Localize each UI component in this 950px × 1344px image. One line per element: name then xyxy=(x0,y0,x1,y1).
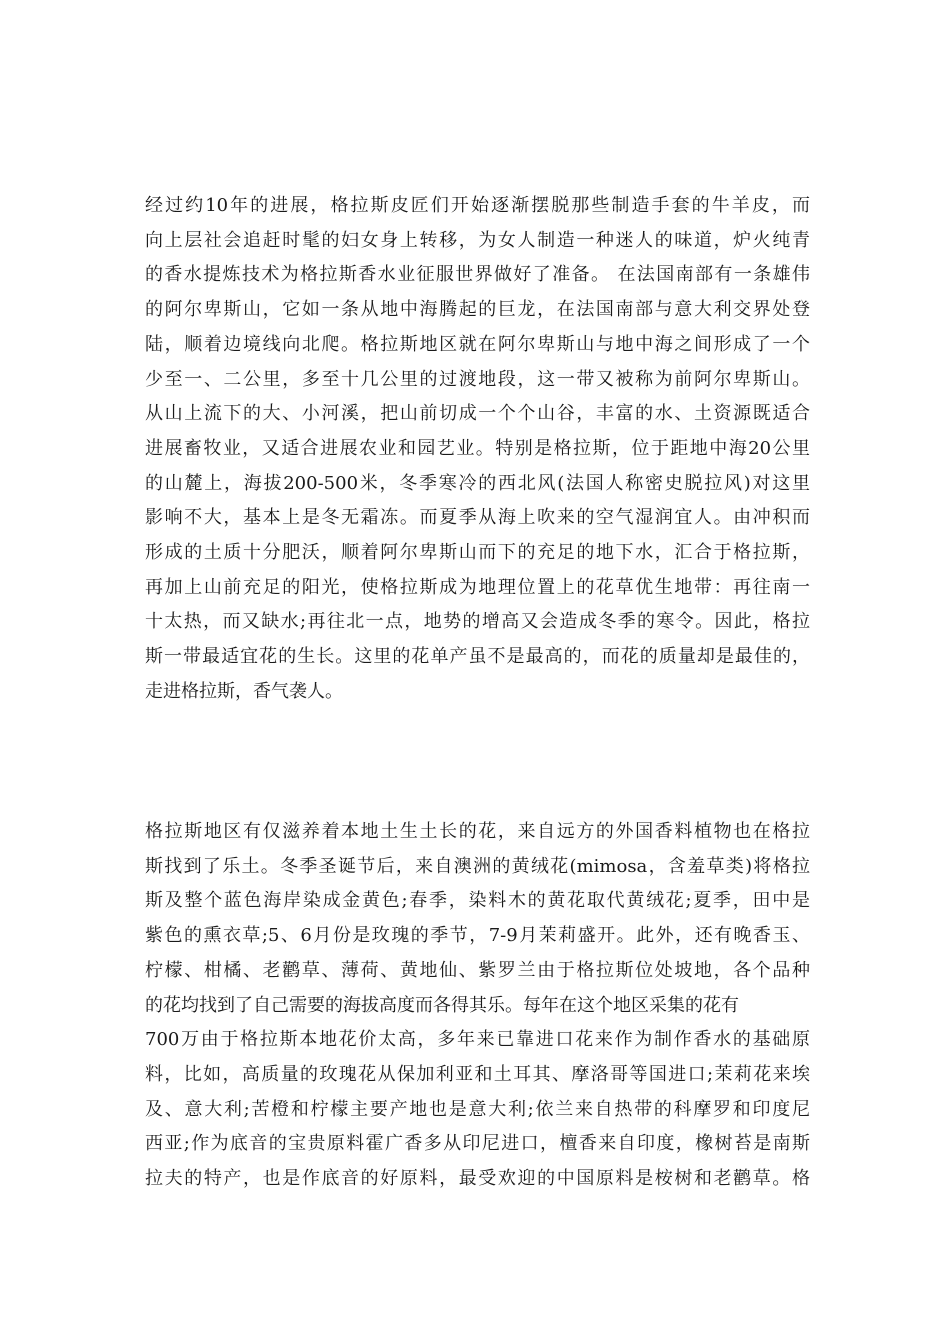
text-line: 十太热，而又缺水;再往北一点，地势的增高又会造成冬季的寒令。因此，格拉 xyxy=(145,611,810,633)
paragraph-1 xyxy=(145,189,810,710)
text-line: 斯及整个蓝色海岸染成金黄色;春季，染料木的黄花取代黄绒花;夏季，田中是 xyxy=(145,890,810,912)
text-line: 形成的土质十分肥沃，顺着阿尔卑斯山而下的充足的地下水，汇合于格拉斯， xyxy=(145,542,810,564)
text-line: 经过约10年的进展，格拉斯皮匠们开始逐渐摆脱那些制造手套的牛羊皮，而 xyxy=(145,195,810,216)
text-line: 的花均找到了自己需要的海拔高度而各得其乐。每年在这个地区采集的花有 xyxy=(145,994,739,1016)
text-line: 影响不大，基本上是冬无霜冻。而夏季从海上吹来的空气湿润宜人。由冲积而 xyxy=(145,507,810,529)
text-line: 拉夫的特产，也是作底音的好原料，最受欢迎的中国原料是桉树和老鹳草。格 xyxy=(145,1168,810,1190)
text-line: 紫色的熏衣草;5、6月份是玫瑰的季节，7-9月茉莉盛开。此外，还有晚香玉、 xyxy=(145,925,810,947)
text-line: 走进格拉斯，香气袭人。 xyxy=(145,680,343,702)
text-line: 格拉斯地区有仅滋养着本地土生土长的花，来自远方的外国香料植物也在格拉 xyxy=(145,821,810,842)
paragraph-2 xyxy=(145,815,810,1197)
text-line: 料，比如，高质量的玫瑰花从保加利亚和土耳其、摩洛哥等国进口;茉莉花来埃 xyxy=(145,1063,810,1085)
text-line: 的山麓上，海拔200-500米，冬季寒冷的西北风(法国人称密史脱拉风)对这里 xyxy=(145,472,810,494)
text-line: 从山上流下的大、小河溪，把山前切成一个个山谷，丰富的水、土资源既适合 xyxy=(145,403,810,425)
text-line: 少至一、二公里，多至十几公里的过渡地段，这一带又被称为前阿尔卑斯山。 xyxy=(145,368,810,390)
text-line: 斯找到了乐土。冬季圣诞节后，来自澳洲的黄绒花(mimosa，含羞草类)将格拉 xyxy=(145,855,810,877)
text-line: 陆，顺着边境线向北爬。格拉斯地区就在阿尔卑斯山与地中海之间形成了一个 xyxy=(145,333,810,355)
text-line: 的阿尔卑斯山，它如一条从地中海腾起的巨龙，在法国南部与意大利交界处登 xyxy=(145,299,810,321)
text-line: 及、意大利;苦橙和柠檬主要产地也是意大利;依兰来自热带的科摩罗和印度尼 xyxy=(145,1098,810,1120)
text-line: 柠檬、柑橘、老鹳草、薄荷、黄地仙、紫罗兰由于格拉斯位处坡地，各个品种 xyxy=(145,959,810,981)
text-line: 斯一带最适宜花的生长。这里的花单产虽不是最高的，而花的质量却是最佳的， xyxy=(145,646,810,668)
text-line: 进展畜牧业，又适合进展农业和园艺业。特别是格拉斯，位于距地中海20公里 xyxy=(145,437,810,459)
text-line: 再加上山前充足的阳光，使格拉斯成为地理位置上的花草优生地带：再往南一 xyxy=(145,576,810,598)
text-line: 西亚;作为底音的宝贵原料霍广香多从印尼进口，檀香来自印度，橡树苔是南斯 xyxy=(145,1133,810,1155)
text-line: 向上层社会追赶时髦的妇女身上转移，为女人制造一种迷人的味道，炉火纯青 xyxy=(145,229,810,251)
text-line: 700万由于格拉斯本地花价太高，多年来已靠进口花来作为制作香水的基础原 xyxy=(145,1029,810,1051)
text-line: 的香水提炼技术为格拉斯香水业征服世界做好了准备。 在法国南部有一条雄伟 xyxy=(145,264,810,286)
